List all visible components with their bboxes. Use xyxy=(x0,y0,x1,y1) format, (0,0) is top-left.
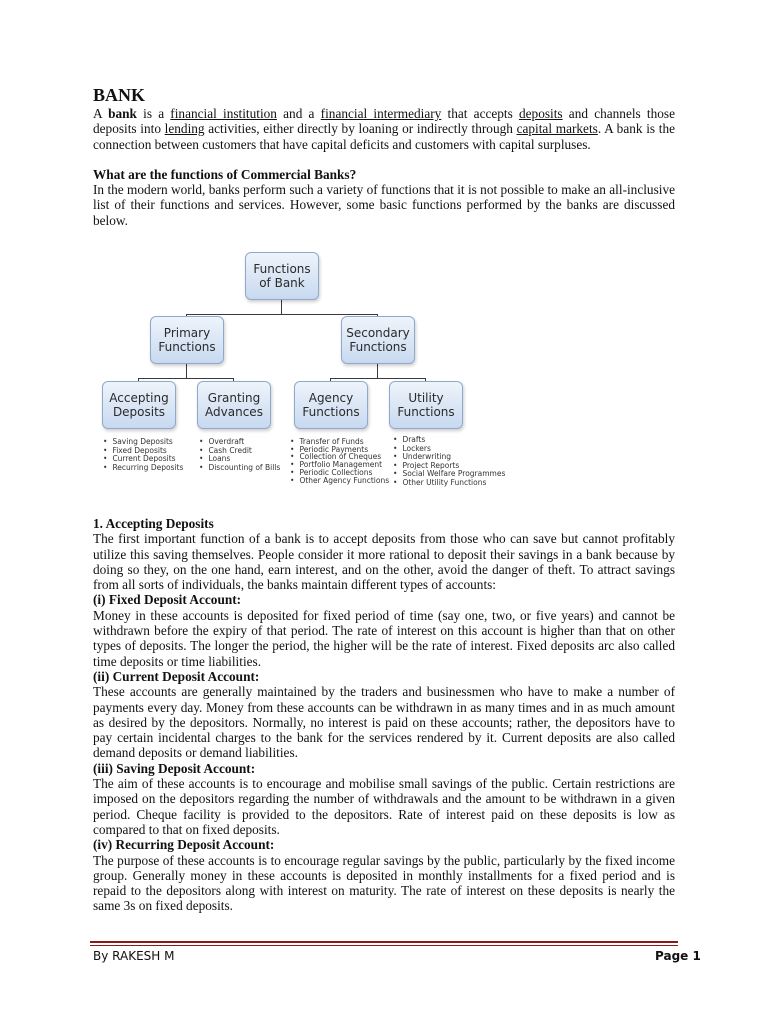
list-item: • Lockers xyxy=(393,445,505,454)
bank-term: bank xyxy=(108,106,137,121)
list-item: • Recurring Deposits xyxy=(103,464,183,473)
link-financial-intermediary[interactable]: financial intermediary xyxy=(320,106,442,121)
page-title: BANK xyxy=(93,85,146,105)
connector xyxy=(330,378,425,379)
connector xyxy=(377,362,378,378)
recurring-deposit-paragraph: The purpose of these accounts is to encourage regular savings by the public, particularly by the fixed income group. Generally money in these accounts is deposited in monthly installments for a fixed period and is repaid to the depositors along with interest on maturity. The rate of interest on these deposits is nearly the same 3s on fixed deposits. xyxy=(93,852,675,914)
functions-diagram xyxy=(93,250,513,500)
list-item: • Loans xyxy=(199,455,280,464)
connector xyxy=(186,314,377,315)
footer-page-number: Page 1 xyxy=(655,949,701,963)
link-lending[interactable]: lending xyxy=(164,121,205,137)
node-functions-of-bank: Functions of Bank xyxy=(245,252,319,300)
link-capital-markets[interactable]: capital markets xyxy=(516,121,598,137)
section-accepting-deposits xyxy=(93,516,675,914)
granting-advances-list xyxy=(199,438,280,472)
node-agency-functions: Agency Functions xyxy=(294,381,368,429)
footer-author: By RAKESH M xyxy=(93,949,175,963)
current-deposit-paragraph: These accounts are generally maintained by the traders and businessmen who have to make a number of payments every day. Money from these accounts can be withdrawn in as many times and in as much amount as desired by the depositors. Normally, no interest is paid on these accounts; rather, the depositors have to pay certain incidental charges to the bank for the services rendered by it. Current deposits are also called demand deposits or demand liabilities. xyxy=(93,684,675,761)
footer-divider xyxy=(90,945,678,946)
connector xyxy=(186,362,187,378)
list-item: • Social Welfare Programmes xyxy=(393,470,505,479)
section-paragraph: The first important function of a bank is to accept deposits from those who can save but cannot profitably utilize this saving themselves. People consider it more rational to deposit their savings in a bank because by doing so they, on the one hand, earn interest, and on the other, avoid the danger of theft. To attract savings from all sorts of individuals, the banks maintain different types of accounts: xyxy=(93,531,675,593)
list-item: • Project Reports xyxy=(393,462,505,471)
list-item: • Overdraft xyxy=(199,438,280,447)
accepting-deposits-list xyxy=(103,438,183,472)
node-secondary-functions: Secondary Functions xyxy=(341,316,415,364)
list-item: • Other Agency Functions xyxy=(290,477,389,485)
list-item: • Cash Credit xyxy=(199,447,280,456)
question-heading: What are the functions of Commercial Banks? xyxy=(93,166,357,182)
recurring-deposit-heading: (iv) Recurring Deposit Account: xyxy=(93,837,275,853)
question-paragraph: In the modern world, banks perform such a variety of functions that it is not possible to make an all-inclusive list of their functions and services. However, some basic functions performed by the banks are discussed below. xyxy=(93,182,675,228)
connector xyxy=(281,298,282,314)
connector xyxy=(138,378,233,379)
fixed-deposit-paragraph: Money in these accounts is deposited for fixed period of time (say one, two, or five years) and cannot be withdrawn before the expiry of that period. The rate of interest on this account is higher than that on other types of deposits. The longer the period, the higher will be the rate of interest. Fixed deposits arc also called time deposits or time liabilities. xyxy=(93,607,675,669)
list-item: • Fixed Deposits xyxy=(103,447,183,456)
section-heading: 1. Accepting Deposits xyxy=(93,516,214,531)
fixed-deposit-heading: (i) Fixed Deposit Account: xyxy=(93,592,242,608)
list-item: • Other Utility Functions xyxy=(393,479,505,488)
node-primary-functions: Primary Functions xyxy=(150,316,224,364)
list-item: • Transfer of Funds xyxy=(290,438,389,446)
node-utility-functions: Utility Functions xyxy=(389,381,463,429)
current-deposit-heading: (ii) Current Deposit Account: xyxy=(93,668,260,684)
list-item: • Discounting of Bills xyxy=(199,464,280,473)
node-granting-advances: Granting Advances xyxy=(197,381,271,429)
intro-paragraph: A bank is a financial institution and a financial intermediary that accepts deposits and channels those deposits into lending activities, either directly by loaning or indirectly through capital markets. A bank is the connection between customers that have capital deficits and customers with capital surpluses. xyxy=(93,106,676,152)
list-item: • Underwriting xyxy=(393,453,505,462)
node-accepting-deposits: Accepting Deposits xyxy=(102,381,176,429)
saving-deposit-heading: (iii) Saving Deposit Account: xyxy=(93,760,256,776)
list-item: • Portfolio Management xyxy=(290,461,389,469)
link-financial-institution[interactable]: financial institution xyxy=(170,106,277,121)
list-item: • Current Deposits xyxy=(103,455,183,464)
list-item: • Periodic Payments xyxy=(290,446,389,454)
document-body xyxy=(93,84,675,228)
agency-functions-list xyxy=(290,438,389,484)
list-item: • Drafts xyxy=(393,436,505,445)
link-deposits[interactable]: deposits xyxy=(519,106,563,121)
list-item: • Saving Deposits xyxy=(103,438,183,447)
footer-divider xyxy=(90,941,678,943)
saving-deposit-paragraph: The aim of these accounts is to encourage and mobilise small savings of the public. Certain restrictions are imposed on the depositors regarding the number of withdrawals and the amount to be withdrawn in a given period. Cheque facility is provided to the depositors. Rate of interest paid on these deposits is low as compared to that on fixed deposits. xyxy=(93,776,675,837)
utility-functions-list xyxy=(393,436,505,488)
list-item: • Periodic Collections xyxy=(290,469,389,477)
list-item: • Collection of Cheques xyxy=(290,453,389,461)
